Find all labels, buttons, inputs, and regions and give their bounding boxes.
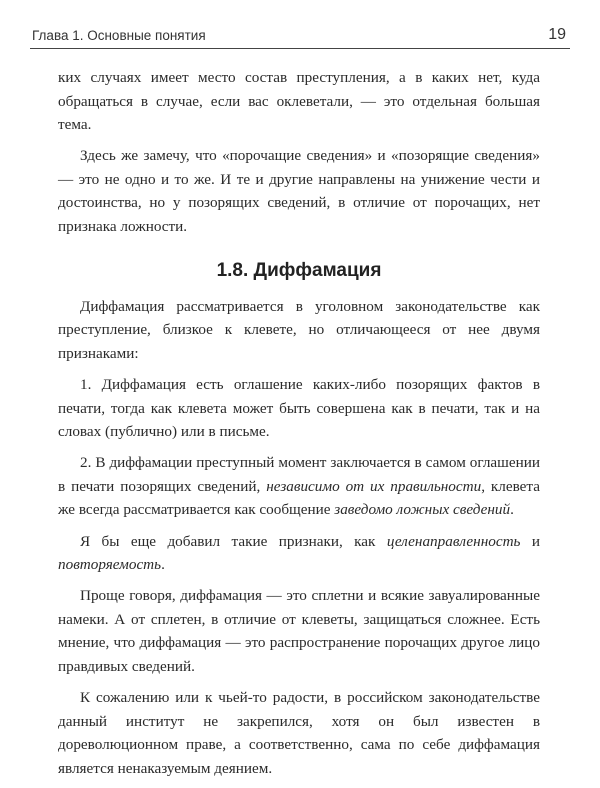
italic-run: повторяемость: [58, 556, 162, 574]
text-run: 2. В диффамации преступный момент заключается в самом оглашении в печати позорящих сведений,: [58, 454, 540, 495]
header-rule: [30, 48, 570, 49]
page-body: [58, 66, 540, 788]
text-run: и: [520, 532, 540, 550]
page-number: 19: [548, 26, 566, 43]
chapter-title: Глава 1. Основные понятия: [32, 28, 206, 43]
paragraph: Здесь же замечу, что «порочащие сведения» и «позорящие сведения» — это не одно и то же. И те и другие направлены на унижение чести и достоинства, но у позорящих сведений, в отличие от порочащих, нет признака ложности.: [58, 147, 540, 236]
text-run: .: [510, 501, 514, 519]
text-run: Я бы еще добавил такие признаки, как: [80, 532, 387, 550]
italic-run: независимо от их правильности: [266, 477, 482, 495]
paragraph: Проще говоря, диффамация — это сплетни и всякие завуалированные намеки. А от сплетен, в отличие от клеветы, защищаться сложнее. Есть мнение, что диффамация — это распространение порочащих другое лицо правдивых сведений.: [58, 587, 540, 675]
paragraph: К сожалению или к чьей-то радости, в российском законодательстве данный институт не закрепился, хотя он был известен в дореволюционном праве, а соответственно, сама по себе диффамация является ненаказуемым деянием.: [58, 689, 540, 777]
paragraph: [58, 530, 540, 577]
paragraph-continued: ких случаях имеет место состав преступления, а в каких нет, куда обращаться в случае, если вас оклеветали, — это отдельная большая тема.: [58, 69, 540, 134]
running-header: [30, 26, 570, 48]
paragraph: Диффамация рассматривается в уголовном законодательстве как преступление, близкое к клевете, но отличающееся от нее двумя признаками:: [58, 297, 540, 362]
italic-run: целенаправленность: [386, 532, 521, 550]
list-item-2: [58, 451, 540, 522]
text-run: , клевета же всегда рассматривается как сообщение: [58, 477, 540, 519]
list-item-1: 1. Диффамация есть оглашение каких-либо позорящих фактов в печати, тогда как клевета может быть совершена как в печати, так и на словах (публично) или в письме.: [58, 375, 540, 441]
text-run: .: [161, 556, 165, 574]
italic-run: заведомо ложных сведений: [334, 501, 511, 519]
section-heading: 1.8. Диффамация: [216, 259, 382, 281]
